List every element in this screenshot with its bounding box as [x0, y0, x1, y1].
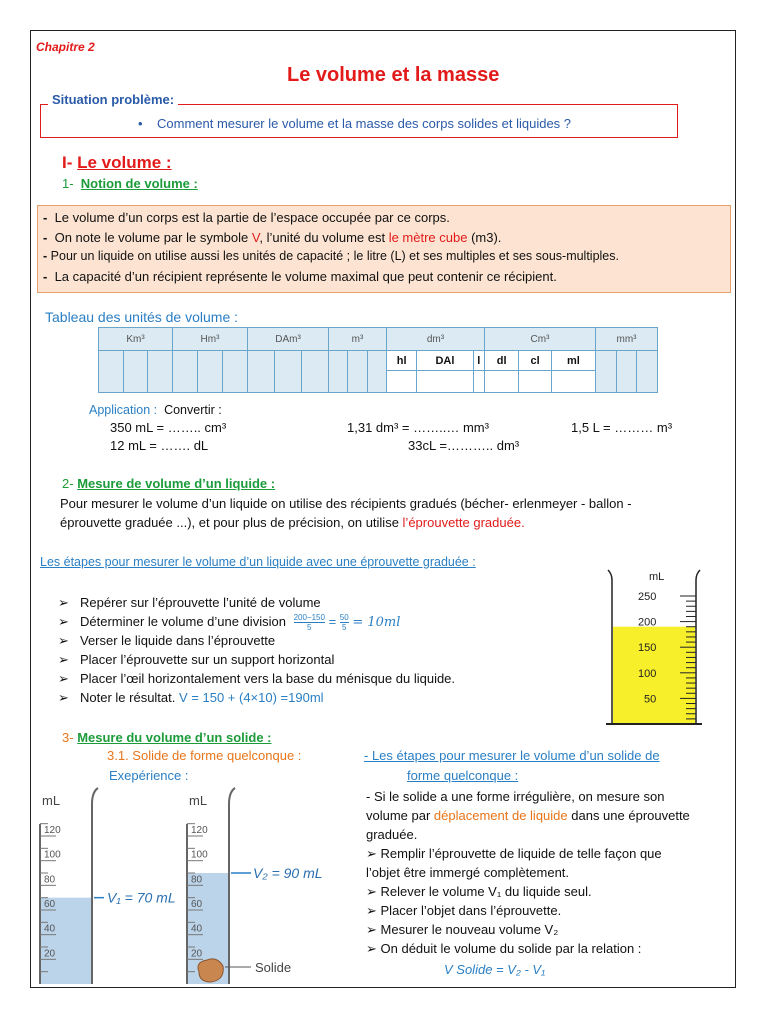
section1-title: I- Le volume : — [62, 153, 172, 172]
conversion-3: 1,5 L = ……… m³ — [571, 420, 673, 435]
cylinder-label-50: 50 — [644, 693, 657, 706]
cyl1-unit: mL — [42, 793, 61, 808]
cyl2-label-60: 60 — [191, 899, 203, 910]
cyl1-label-20: 20 — [44, 948, 56, 960]
solid-steps-title-1: - Les étapes pour mesurer le volume d’un solide de — [364, 748, 660, 763]
cylinder-label-250: 250 — [638, 591, 657, 603]
units-table — [98, 327, 658, 393]
cyl1-label-60: 60 — [44, 899, 56, 910]
section2-title: 2- Mesure de volume d’un liquide : — [62, 476, 276, 491]
arrow-icon: ➢ — [58, 595, 69, 610]
situation-question: • Comment mesurer le volume et la masse des corps solides et liquides ? — [138, 116, 572, 131]
chapter-label: Chapitre 2 — [36, 40, 95, 54]
application-header: Application : Convertir : — [89, 403, 222, 417]
solid-step-3: ➢ Placer l’objet dans l’éprouvette. — [366, 903, 562, 918]
cyl1-callout: V₁ = 70 mL — [107, 889, 176, 906]
sub-unit-ml: ml — [551, 351, 595, 371]
graduated-cylinder-large — [596, 560, 714, 732]
liquid-step-6: ➢ Noter le résultat. V = 150 + (4×10) =190ml — [58, 690, 324, 705]
unit-dam3: DAm³ — [248, 328, 329, 351]
definition-box — [37, 205, 731, 293]
def-line-1: - Le volume d’un corps est la partie de l’espace occupée par ce corps. — [43, 210, 450, 225]
solid-step-5: ➢ On déduit le volume du solide par la relation : — [366, 941, 642, 956]
unit-dm3: dm³ — [387, 328, 485, 351]
cyl1-label-80: 80 — [44, 874, 56, 886]
cyl2-label-80: 80 — [191, 874, 203, 886]
sub-unit-hl: hl — [387, 351, 417, 371]
section3-title: 3- Mesure du volume d’un solide : — [62, 730, 272, 745]
solid-object — [198, 959, 223, 982]
sub-unit-dal: DAl — [417, 351, 473, 371]
liquid-steps-title: Les étapes pour mesurer le volume d’un liquide avec une éprouvette graduée : — [40, 555, 476, 569]
solid-label: Solide — [255, 960, 292, 975]
experience-label: Exepérience : — [109, 768, 189, 783]
solid-step-1: ➢ Remplir l’éprouvette de liquide de telle façon que — [366, 846, 662, 861]
arrow-icon: ➢ — [58, 613, 69, 629]
liquid-step-4: ➢ Placer l’éprouvette sur un support horizontal — [58, 652, 335, 667]
liquid-step-5: ➢ Placer l’œil horizontalement vers la base du ménisque du liquide. — [58, 671, 456, 686]
arrow-icon: ➢ — [58, 690, 69, 705]
cyl1-label-100: 100 — [44, 849, 61, 861]
solid-volume-formula: V Solide = V₂ - V₁ — [444, 962, 546, 977]
graduated-cylinder-v2 — [185, 784, 335, 989]
arrow-icon: ➢ — [58, 671, 69, 686]
solid-step-2: ➢ Relever le volume V₁ du liquide seul. — [366, 884, 592, 899]
def-line-3: - Pour un liquide on utilise aussi les unités de capacité ; le litre (L) et ses multiples et ses sous-multiples. — [43, 249, 619, 263]
unit-km3: Km³ — [99, 328, 173, 351]
liquid-step-2: ➢ Déterminer le volume d’une division $\frac{200-150}{5}$ = $\frac{50}{5}$ = 10ml — [58, 613, 401, 632]
cyl1-label-120: 120 — [44, 825, 61, 836]
unit-cm3: Cm³ — [485, 328, 596, 351]
cylinder-unit: mL — [649, 571, 665, 583]
units-table-title: Tableau des unités de volume : — [45, 309, 239, 325]
cyl1-label-40: 40 — [44, 923, 56, 935]
def-line-4: - La capacité d’un récipient représente le volume maximal que peut contenir ce récipient. — [43, 269, 557, 284]
cyl2-label-120: 120 — [191, 825, 208, 836]
situation-label: Situation problème: — [48, 92, 178, 107]
conversion-5: 33cL =……….. dm³ — [408, 438, 520, 453]
sub-unit-l: l — [473, 351, 484, 371]
page-title: Le volume et la masse — [287, 64, 500, 86]
cyl2-unit: mL — [189, 793, 208, 808]
unit-hm3: Hm³ — [173, 328, 248, 351]
cyl2-label-40: 40 — [191, 923, 203, 935]
section2-paragraph-1: Pour mesurer le volume d’un liquide on utilise des récipients gradués (bécher- erlenmeyer - ballon - — [60, 496, 632, 511]
graduated-cylinder-v1 — [38, 784, 188, 989]
unit-m3: m³ — [329, 328, 387, 351]
cylinder-label-200: 200 — [638, 616, 657, 629]
solid-step-4: ➢ Mesurer le nouveau volume V₂ — [366, 922, 559, 937]
solid-steps-title-2: forme quelconque : — [407, 768, 519, 783]
solid-text-2: volume par déplacement de liquide dans une éprouvette — [366, 808, 690, 823]
section3-subtitle: 3.1. Solide de forme quelconque : — [107, 748, 302, 763]
arrow-icon: ➢ — [58, 633, 69, 648]
sub-unit-cl: cl — [519, 351, 551, 371]
solid-text-3: graduée. — [366, 827, 418, 842]
solid-text-1: - Si le solide a une forme irrégulière, on mesure son — [366, 789, 665, 804]
cylinder-label-100: 100 — [638, 667, 657, 680]
cyl2-label-20: 20 — [191, 948, 203, 960]
def-line-2: - On note le volume par le symbole V, l’unité du volume est le mètre cube (m3). — [43, 230, 502, 245]
solid-text-4: l’objet être immergé complètement. — [366, 865, 570, 880]
liquid-step-3: ➢ Verser le liquide dans l’éprouvette — [58, 633, 276, 648]
section2-paragraph-2: éprouvette graduée ...), et pour plus de précision, on utilise l’éprouvette graduée. — [60, 515, 525, 530]
arrow-icon: ➢ — [58, 652, 69, 667]
conversion-1: 350 mL = …….. cm³ — [110, 420, 227, 435]
cyl2-callout: V₂ = 90 mL — [253, 865, 323, 881]
unit-mm3: mm³ — [596, 328, 658, 351]
conversion-4: 12 mL = ……. dL — [110, 438, 209, 453]
subsection-notion: 1- Notion de volume : — [62, 176, 198, 191]
cyl2-label-100: 100 — [191, 849, 208, 861]
cylinder-label-150: 150 — [638, 642, 657, 655]
sub-unit-dl: dl — [485, 351, 519, 371]
conversion-2: 1,31 dm³ = ……..… mm³ — [347, 420, 489, 435]
cyl1-liquid — [40, 898, 92, 984]
liquid-step-1: ➢ Repérer sur l’éprouvette l’unité de volume — [58, 595, 321, 610]
